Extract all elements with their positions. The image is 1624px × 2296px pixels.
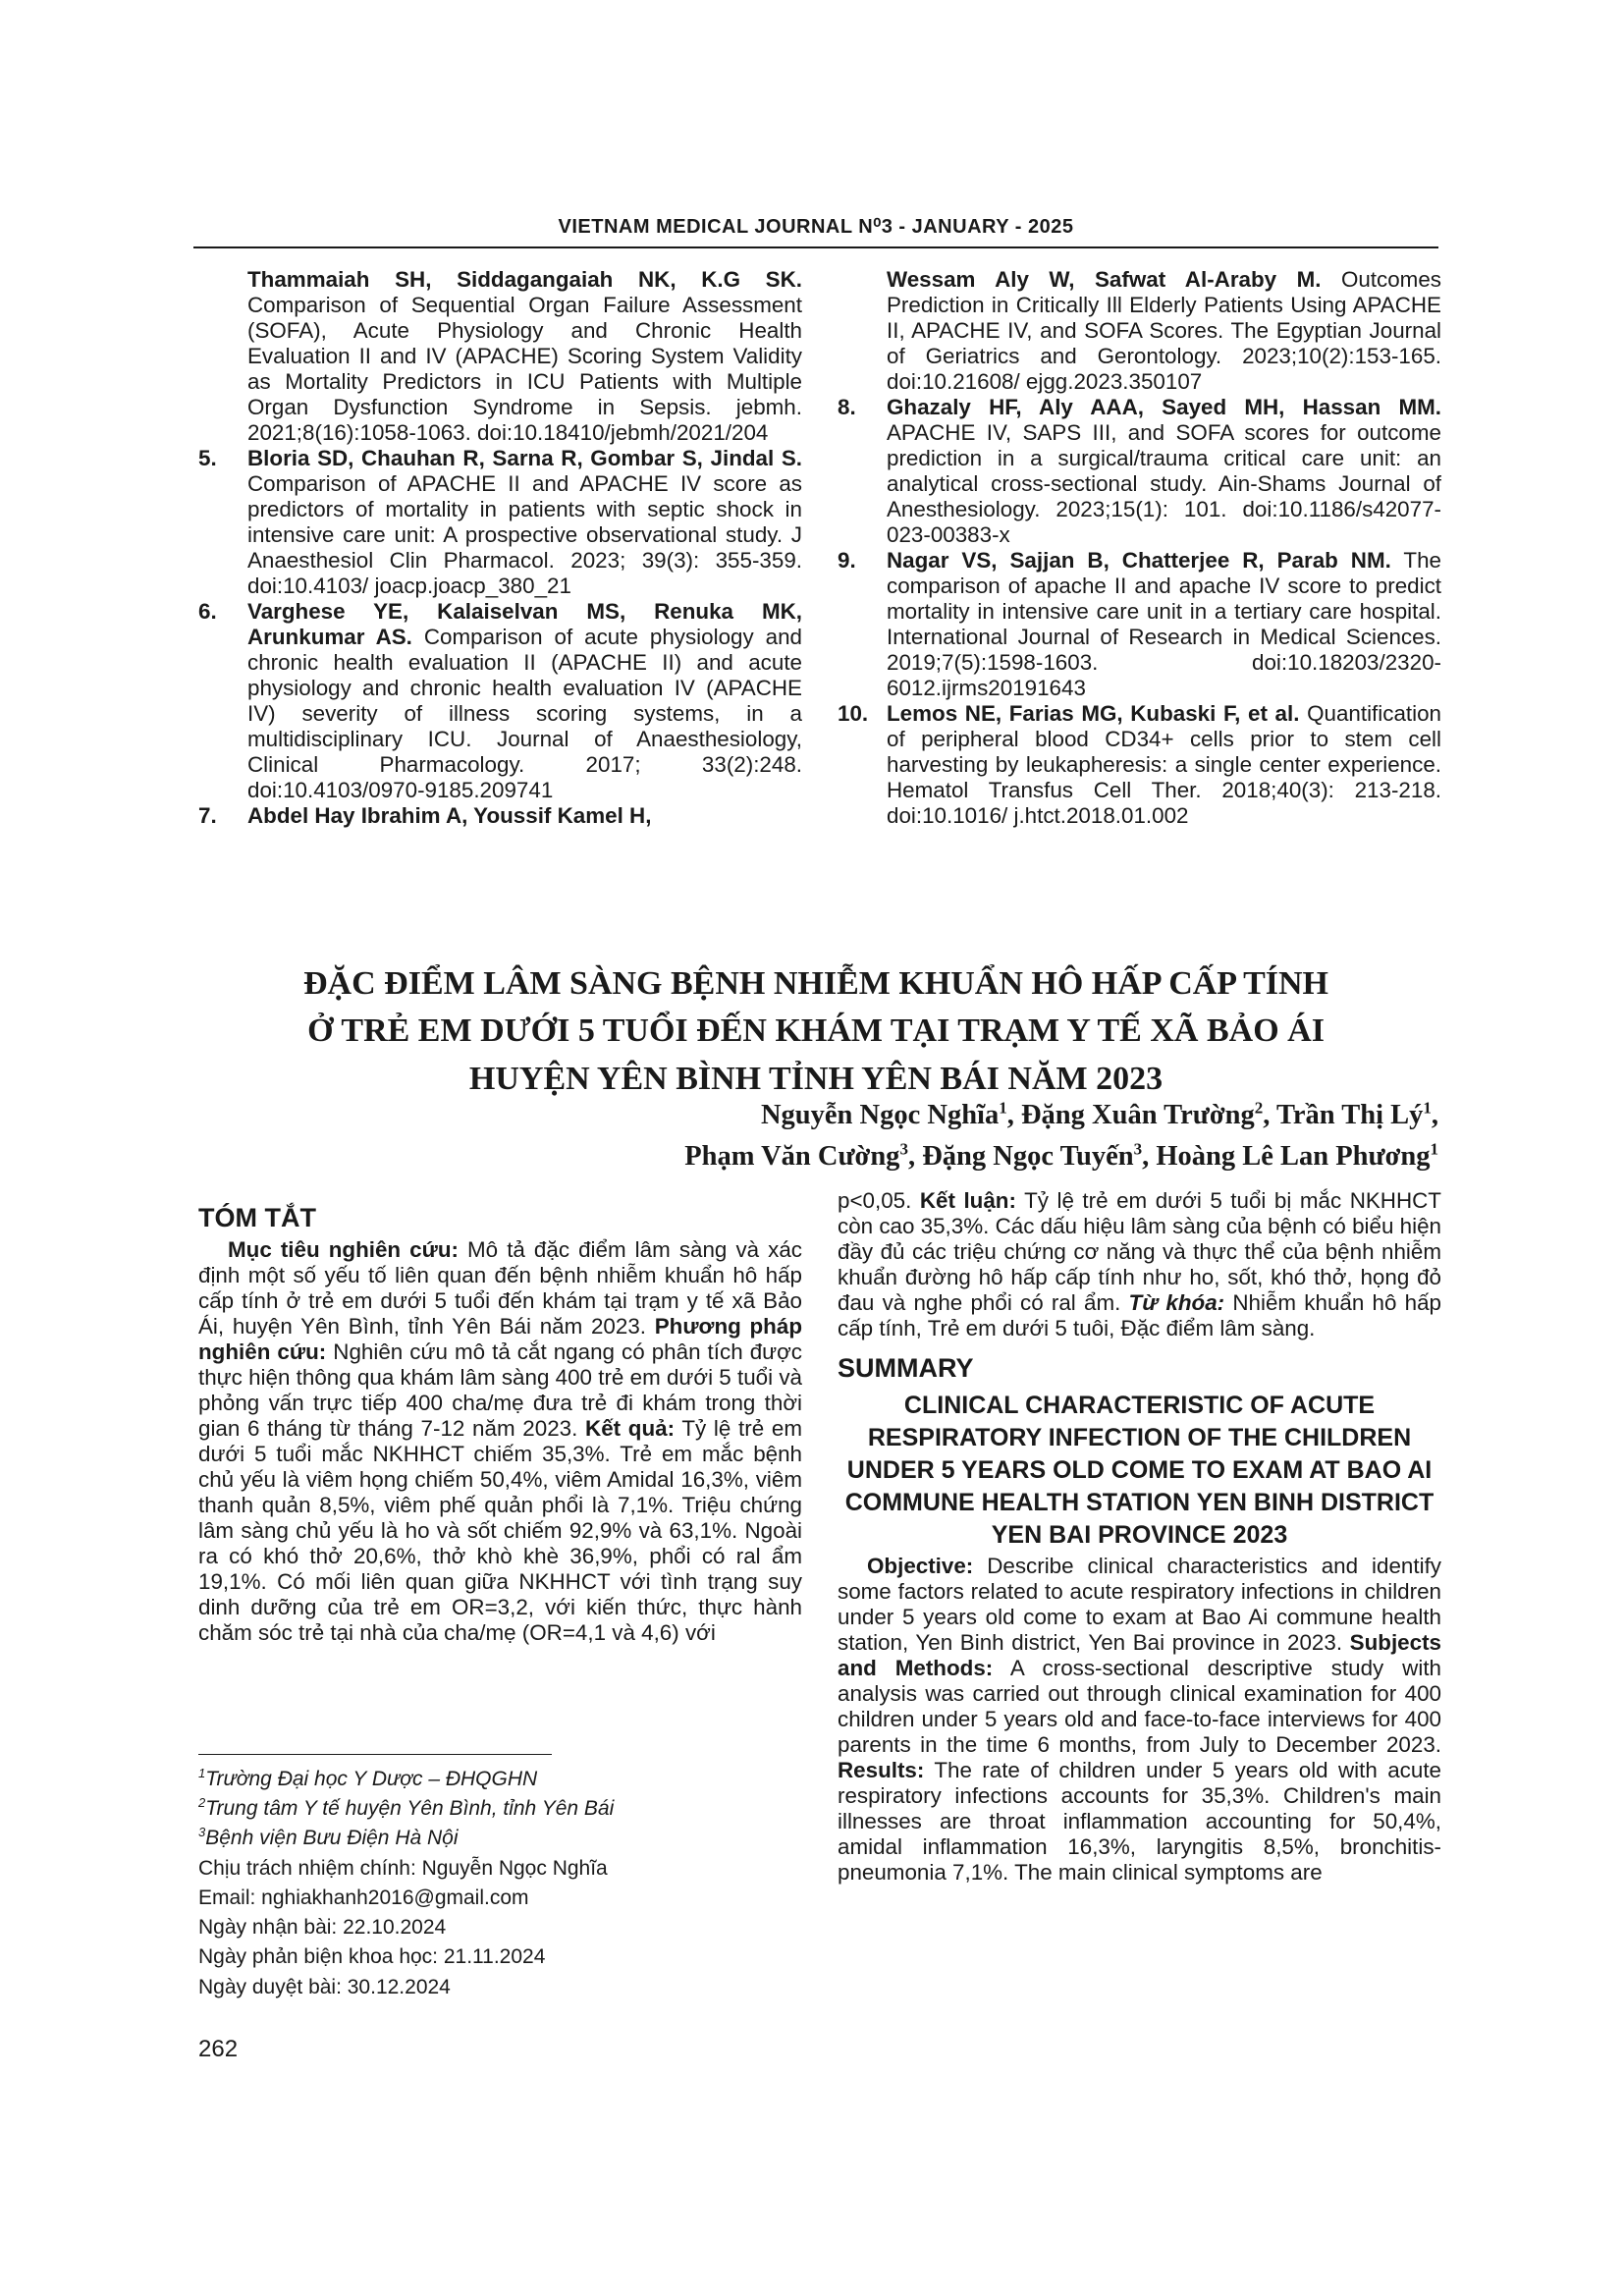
author-name: Phạm Văn Cường xyxy=(684,1141,900,1173)
affiliation-text: Trường Đại học Y Dược – ĐHQGHN xyxy=(205,1768,538,1790)
abstract-heading: TÓM TẮT xyxy=(198,1203,316,1232)
continuation-text: p<0,05. xyxy=(838,1188,920,1213)
abstract-vietnamese xyxy=(198,1203,802,1646)
objective-label: Mục tiêu nghiên cứu: xyxy=(228,1237,459,1263)
results-label: Results: xyxy=(838,1758,925,1783)
objective-text: Describe clinical characteristics and identify some factors related to acute respiratory infections in children under 5 years old come to exam at Bao Ai commune health station, Yen Binh district, Yen Bai province in 2023. xyxy=(838,1554,1441,1656)
author-affiliation: 1 xyxy=(1430,1139,1438,1159)
author-affiliation: 3 xyxy=(899,1139,908,1159)
summary-paragraph xyxy=(838,1554,1441,1886)
reference-item xyxy=(838,395,1441,548)
author-affiliation: 2 xyxy=(1254,1098,1264,1118)
reference-authors: Thammaiah SH, Siddagangaiah NK, K.G SK. xyxy=(247,267,802,292)
methods-label: Phương pháp nghiên cứu: xyxy=(198,1314,802,1365)
abstract-continuation xyxy=(838,1188,1441,1886)
author-separator: , xyxy=(1142,1141,1157,1173)
methods-label: Subjects and Methods: xyxy=(838,1630,1441,1681)
author-list xyxy=(491,1095,1438,1177)
keywords-text: Nhiễm khuẩn hô hấp cấp tính, Trẻ em dưới 5 tuôi, Đặc điểm lâm sàng. xyxy=(838,1289,1441,1340)
reference-authors: Abdel Hay Ibrahim A, Youssif Kamel H, xyxy=(247,802,652,828)
reference-item xyxy=(198,599,802,803)
reference-item xyxy=(838,267,1441,395)
reference-text: Outcomes Prediction in Critically Ill Elderly Patients Using APACHE II, APACHE IV, and SOFA Scores. The Egyptian Journal of Geriatrics and Gerontology. 2023;10(2):153-165. doi:10.21608/ ejgg.2023.350107 xyxy=(887,267,1441,394)
reference-authors: Bloria SD, Chauhan R, Sarna R, Gombar S, Jindal S. xyxy=(247,445,802,470)
references-left xyxy=(198,267,802,829)
page-number: 262 xyxy=(198,2036,239,2062)
date-reviewed: Ngày phản biện khoa học: 21.11.2024 xyxy=(198,1945,546,1969)
methods-text: A cross-sectional descriptive study with analysis was carried out through clinical examination for 400 children under 5 years old and face-to-face interviews for 400 parents in the time 6 months, from July to December 2023. xyxy=(838,1656,1441,1758)
reference-authors: Wessam Aly W, Safwat Al-Araby M. xyxy=(887,267,1322,292)
results-label: Kết quả: xyxy=(585,1416,676,1442)
affiliation-number: 3 xyxy=(198,1825,206,1840)
conclusion-label: Kết luận: xyxy=(919,1188,1016,1213)
reference-number: 5. xyxy=(198,445,217,470)
footnote-divider xyxy=(198,1754,552,1755)
reference-item xyxy=(198,446,802,599)
author-affiliation: 1 xyxy=(1423,1098,1432,1118)
reference-item xyxy=(838,701,1441,829)
author-name: Đặng Xuân Trường xyxy=(1020,1100,1255,1130)
author-separator: , xyxy=(1006,1100,1021,1130)
article-title-line: Ở TRẺ EM DƯỚI 5 TUỔI ĐẾN KHÁM TẠI TRẠM Y TẾ XÃ BẢO ÁI xyxy=(307,1012,1325,1050)
author-separator: , xyxy=(1263,1100,1276,1130)
reference-text: Quantification of peripheral blood CD34+ cells prior to stem cell harvesting by leukapheresis: a single center experience. Hematol Transfus Cell Ther. 2018;40(3): 213-218. doi:10.1016/ j.htct.2018.01.002 xyxy=(887,700,1441,828)
author-separator: , xyxy=(1431,1100,1438,1130)
abstract-paragraph xyxy=(838,1188,1441,1341)
author-affiliation: 1 xyxy=(999,1098,1007,1118)
reference-text: The comparison of apache II and apache IV score to predict mortality in intensive care unit in a tertiary care hospital. International Journal of Research in Medical Sciences. 2019;7(5):1598-1603. doi:10.18203/2320-6012.ijrms20191643 xyxy=(887,547,1441,700)
author-name: Trần Thị Lý xyxy=(1275,1100,1424,1130)
keywords-label: Từ khóa: xyxy=(1128,1289,1225,1315)
reference-number: 7. xyxy=(198,802,217,828)
reference-item xyxy=(198,803,802,829)
author-name: Đặng Ngọc Tuyến xyxy=(922,1141,1134,1173)
affiliation-number: 1 xyxy=(198,1766,206,1780)
reference-number: 10. xyxy=(838,700,869,726)
reference-authors: Lemos NE, Farias MG, Kubaski F, et al. xyxy=(887,700,1300,726)
article-title xyxy=(193,960,1438,1103)
abstract-paragraph xyxy=(198,1237,802,1646)
reference-authors: Varghese YE, Kalaiselvan MS, Renuka MK, Arunkumar AS. xyxy=(247,598,802,649)
journal-header: VIETNAM MEDICAL JOURNAL N⁰3 - JANUARY - 2025 xyxy=(193,214,1438,248)
email: Email: nghiakhanh2016@gmail.com xyxy=(198,1886,529,1909)
references-right xyxy=(838,267,1441,829)
reference-number: 9. xyxy=(838,547,856,573)
date-accepted: Ngày duyệt bài: 30.12.2024 xyxy=(198,1975,451,1998)
affiliation-3 xyxy=(198,1824,802,1853)
objective-label: Objective: xyxy=(867,1554,974,1579)
reference-item xyxy=(198,267,802,446)
date-received: Ngày nhận bài: 22.10.2024 xyxy=(198,1916,447,1940)
reference-text: Comparison of APACHE II and APACHE IV score as predictors of mortality in patients with septic shock in intensive care unit: A prospective observational study. J Anaesthesiol Clin Pharmacol. 2023; 39(3): 355-359. doi:10.4103/ joacp.joacp_380_21 xyxy=(247,470,802,598)
footnotes xyxy=(198,1754,802,2002)
author-name: Nguyễn Ngọc Nghĩa xyxy=(760,1100,1000,1130)
affiliation-1 xyxy=(198,1765,802,1794)
reference-text: Comparison of acute physiology and chronic health evaluation II (APACHE II) and acute physiology and chronic health evaluation IV (APACHE IV) severity of illness scoring systems, in a multidisciplinary ICU. Journal of Anaesthesiology, Clinical Pharmacology. 2017; 33(2):248. doi:10.4103/0970-9185.209741 xyxy=(247,624,802,802)
author-affiliation: 3 xyxy=(1133,1139,1143,1159)
results-text: The rate of children under 5 years old with acute respiratory infections accounts for 35,3%. Children's main illnesses are throat inflammation accounting for 50,4%, amidal inflammation 16,3%, laryngitis 8,5%, bronchitis-pneumonia 7,1%. The main clinical symptoms are xyxy=(838,1758,1441,1886)
methods-text: Nghiên cứu mô tả cắt ngang có phân tích được thực hiện thông qua khám lâm sàng 400 trẻ em dưới 5 tuổi và phỏng vấn trực tiếp 400 cha/mẹ đưa trẻ đi khám trong thời gian 6 tháng từ tháng 7-12 năm 2023. xyxy=(198,1339,803,1442)
affiliation-2 xyxy=(198,1794,802,1824)
results-text: Tỷ lệ trẻ em dưới 5 tuổi mắc NKHHCT chiếm 35,3%. Trẻ em mắc bệnh chủ yếu là viêm họng chiếm 50,4%, viêm Amidal 16,3%, viêm thanh quản 8,5%, viêm phế quản phổi là 7,1%. Triệu chứng lâm sàng chủ yếu là ho và sốt chiếm 92,9% và 63,1%. Ngoài ra có khó thở 20,6%, thở khò khè 36,9%, phổi có ral ẩm 19,1%. Có mối liên quan giữa NKHHCT với tình trạng suy dinh dưỡng của trẻ em OR=3,2, với kiến thức, thực hành chăm sóc trẻ tại nhà của cha/mẹ (OR=4,1 và 4,6) với xyxy=(198,1416,802,1646)
author-separator: , xyxy=(907,1141,923,1173)
reference-authors: Nagar VS, Sajjan B, Chatterjee R, Parab NM. xyxy=(887,547,1391,573)
reference-text: Comparison of Sequential Organ Failure Assessment (SOFA), Acute Physiology and Chronic Health Evaluation II and IV (APACHE) Scoring System Validity as Mortality Predictors in ICU Patients with Multiple Organ Dysfunction Syndrome in Sepsis. jebmh. 2021;8(16):1058-1063. doi:10.18410/jebmh/2021/204 xyxy=(247,292,802,445)
corresponding-author: Chịu trách nhiệm chính: Nguyễn Ngọc Nghĩa xyxy=(198,1856,608,1880)
summary-title: CLINICAL CHARACTERISTIC OF ACUTE RESPIRATORY INFECTION OF THE CHILDREN UNDER 5 YEARS OLD COME TO EXAM AT BAO AI COMMUNE HEALTH STATION YEN BINH DISTRICT YEN BAI PROVINCE 2023 xyxy=(844,1392,1435,1550)
affiliation-text: Bệnh viện Bưu Điện Hà Nội xyxy=(205,1827,459,1850)
reference-number: 8. xyxy=(838,394,856,419)
reference-authors: Ghazaly HF, Aly AAA, Sayed MH, Hassan MM. xyxy=(887,394,1441,419)
objective-text: Mô tả đặc điểm lâm sàng và xác định một số yếu tố liên quan đến bệnh nhiễm khuẩn hô hấp cấp tính ở trẻ em dưới 5 tuổi đến khám tại trạm y tế xã Bảo Ái, huyện Yên Bình, tỉnh Yên Bái năm 2023. xyxy=(198,1237,802,1339)
reference-number: 6. xyxy=(198,598,217,624)
article-title-line: HUYỆN YÊN BÌNH TỈNH YÊN BÁI NĂM 2023 xyxy=(468,1060,1164,1097)
reference-item xyxy=(838,548,1441,701)
author-name: Hoàng Lê Lan Phương xyxy=(1156,1141,1431,1173)
affiliation-text: Trung tâm Y tế huyện Yên Bình, tỉnh Yên Bái xyxy=(205,1797,615,1821)
reference-text: APACHE IV, SAPS III, and SOFA scores for outcome prediction in a surgical/trauma critical care unit: an analytical cross-sectional study. Ain-Shams Journal of Anesthesiology. 2023;15(1): 101. doi:10.1186/s42077-023-00383-x xyxy=(887,419,1441,547)
conclusion-text: Tỷ lệ trẻ em dưới 5 tuổi bị mắc NKHHCT còn cao 35,3%. Các dấu hiệu lâm sàng của bệnh có biểu hiện đầy đủ các triệu chứng cơ năng và thực thể của bệnh nhiễm khuẩn đường hô hấp cấp tính như ho, sốt, khó thở, họng đỏ đau và nghe phổi có ral ẩm. xyxy=(838,1188,1441,1315)
affiliation-number: 2 xyxy=(198,1795,206,1811)
summary-heading: SUMMARY xyxy=(838,1352,974,1383)
author-line xyxy=(491,1136,1438,1177)
author-line xyxy=(491,1095,1438,1136)
article-title-line: ĐẶC ĐIỂM LÂM SÀNG BỆNH NHIỄM KHUẨN HÔ HẤP CẤP TÍNH xyxy=(303,965,1328,1002)
